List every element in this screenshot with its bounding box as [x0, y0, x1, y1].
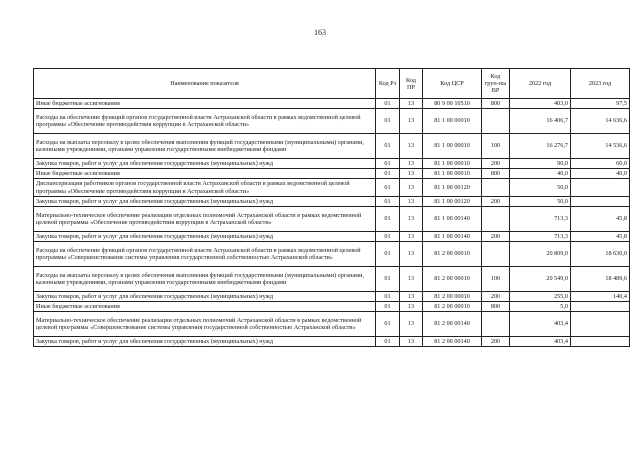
cell-csr: 81 2 00 00140: [423, 312, 482, 337]
cell-2023: 45,8: [571, 207, 630, 232]
cell-vr: [482, 312, 510, 337]
cell-name: Иные бюджетные ассигнования: [34, 169, 376, 179]
cell-name: Расходы на обеспечение функций органов государственной власти Астраханской области в рамках ведомственной целевой программы «Совершенствование системы управления государственной собственностью Астраханской области»: [34, 242, 376, 267]
cell-pr: 13: [400, 337, 423, 347]
header-csr: Код ЦСР: [423, 69, 482, 99]
cell-pr: 13: [400, 134, 423, 159]
cell-csr: 81 1 00 00140: [423, 207, 482, 232]
table-row: [34, 337, 630, 347]
cell-rz: 01: [376, 179, 400, 197]
cell-csr: 81 2 00 00010: [423, 242, 482, 267]
cell-2022: 713,3: [510, 232, 571, 242]
cell-2022: 16 406,7: [510, 109, 571, 134]
cell-vr: 200: [482, 159, 510, 169]
cell-pr: 13: [400, 197, 423, 207]
cell-rz: 01: [376, 109, 400, 134]
cell-name: Материально-техническое обеспечение реализации отдельных полномочий Астраханской области в рамках ведомственной целевой программы «Совершенствование системы управления государственной собственностью Астраханской области»: [34, 312, 376, 337]
cell-name: Закупка товаров, работ и услуг для обеспечения государственных (муниципальных) нужд: [34, 337, 376, 347]
cell-name: Закупка товаров, работ и услуг для обеспечения государственных (муниципальных) нужд: [34, 159, 376, 169]
budget-table: [33, 68, 630, 347]
cell-name: Расходы на выплаты персоналу в целях обеспечения выполнения функций государственными (муниципальными) органами, казенными учреждениями, органами управления государственными внебюджетными фондами: [34, 134, 376, 159]
cell-rz: 01: [376, 302, 400, 312]
cell-rz: 01: [376, 337, 400, 347]
cell-vr: 200: [482, 292, 510, 302]
cell-rz: 01: [376, 169, 400, 179]
cell-2022: 255,0: [510, 292, 571, 302]
cell-pr: 13: [400, 242, 423, 267]
cell-csr: 81 2 00 00010: [423, 302, 482, 312]
header-vr: Код груп-пы ВР: [482, 69, 510, 99]
cell-name: Расходы на обеспечение функций органов государственной власти Астраханской области в рамках ведомственной целевой программы «Обеспечение противодействия коррупции в Астраханской области»: [34, 109, 376, 134]
header-name: Наименование показателя: [34, 69, 376, 99]
table-row: [34, 109, 630, 134]
cell-2023: 18 630,0: [571, 242, 630, 267]
cell-pr: 13: [400, 109, 423, 134]
cell-csr: 81 2 00 00140: [423, 337, 482, 347]
cell-csr: 81 2 00 00010: [423, 267, 482, 292]
table-row: [34, 159, 630, 169]
cell-pr: 13: [400, 179, 423, 197]
cell-rz: 01: [376, 207, 400, 232]
cell-csr: 81 1 00 00010: [423, 169, 482, 179]
cell-vr: [482, 179, 510, 197]
cell-name: Расходы на выплаты персоналу в целях обеспечения выполнения функций государственными (муниципальными) органами, казенными учреждениями, органами управления государственными внебюджетными фондами: [34, 267, 376, 292]
table-header-row: [34, 69, 630, 99]
cell-2022: 16 276,7: [510, 134, 571, 159]
table-row: [34, 197, 630, 207]
cell-2023: 14 536,6: [571, 134, 630, 159]
cell-vr: [482, 109, 510, 134]
cell-vr: 800: [482, 302, 510, 312]
table-row: [34, 99, 630, 109]
cell-rz: 01: [376, 159, 400, 169]
cell-2023: [571, 312, 630, 337]
cell-pr: 13: [400, 207, 423, 232]
cell-pr: 13: [400, 159, 423, 169]
cell-2023: [571, 179, 630, 197]
cell-2023: 18 489,6: [571, 267, 630, 292]
cell-csr: 81 1 00 00010: [423, 134, 482, 159]
cell-vr: 800: [482, 99, 510, 109]
cell-2023: [571, 197, 630, 207]
cell-2023: 40,0: [571, 169, 630, 179]
cell-name: Закупка товаров, работ и услуг для обеспечения государственных (муниципальных) нужд: [34, 232, 376, 242]
cell-vr: [482, 242, 510, 267]
page-number: 163: [314, 28, 326, 37]
cell-2023: 140,4: [571, 292, 630, 302]
table-row: [34, 134, 630, 159]
cell-vr: 200: [482, 337, 510, 347]
cell-2022: 50,0: [510, 197, 571, 207]
header-rz: Код Рз: [376, 69, 400, 99]
cell-2022: 20 549,0: [510, 267, 571, 292]
cell-pr: 13: [400, 99, 423, 109]
cell-2022: 50,0: [510, 179, 571, 197]
cell-rz: 01: [376, 197, 400, 207]
table-row: [34, 292, 630, 302]
cell-pr: 13: [400, 169, 423, 179]
cell-name: Иные бюджетные ассигнования: [34, 302, 376, 312]
table-row: [34, 302, 630, 312]
cell-rz: 01: [376, 134, 400, 159]
cell-vr: [482, 207, 510, 232]
cell-vr: 100: [482, 267, 510, 292]
table-row: [34, 207, 630, 232]
table-row: [34, 179, 630, 197]
cell-vr: 200: [482, 232, 510, 242]
cell-name: Диспансеризация работников органов государственной власти Астраханской области в рамках ведомственной целевой программы «Обеспечение противодействия коррупции в Астраханской области»: [34, 179, 376, 197]
cell-2023: 45,8: [571, 232, 630, 242]
cell-rz: 01: [376, 99, 400, 109]
cell-csr: 81 2 00 00010: [423, 292, 482, 302]
table-row: [34, 232, 630, 242]
cell-name: Материально-техническое обеспечение реализации отдельных полномочий Астраханской области в рамках ведомственной целевой программы «Обеспечение противодействия коррупции в Астраханской области»: [34, 207, 376, 232]
cell-2022: 713,3: [510, 207, 571, 232]
header-2022: 2022 год: [510, 69, 571, 99]
cell-2023: 97,5: [571, 99, 630, 109]
table-body: [34, 99, 630, 347]
cell-2023: 60,0: [571, 159, 630, 169]
cell-name: Закупка товаров, работ и услуг для обеспечения государственных (муниципальных) нужд: [34, 292, 376, 302]
cell-csr: 81 1 00 00120: [423, 179, 482, 197]
cell-rz: 01: [376, 292, 400, 302]
cell-pr: 13: [400, 312, 423, 337]
cell-csr: 80 9 00 10510: [423, 99, 482, 109]
cell-vr: 200: [482, 197, 510, 207]
cell-2022: 90,0: [510, 159, 571, 169]
cell-csr: 81 1 00 00120: [423, 197, 482, 207]
cell-rz: 01: [376, 312, 400, 337]
cell-pr: 13: [400, 292, 423, 302]
cell-rz: 01: [376, 242, 400, 267]
cell-2022: 5,0: [510, 302, 571, 312]
cell-2022: 403,4: [510, 337, 571, 347]
cell-2022: 20 809,0: [510, 242, 571, 267]
cell-name: Закупка товаров, работ и услуг для обеспечения государственных (муниципальных) нужд: [34, 197, 376, 207]
cell-pr: 13: [400, 267, 423, 292]
cell-2023: [571, 337, 630, 347]
cell-2022: 403,4: [510, 312, 571, 337]
table-row: [34, 267, 630, 292]
cell-csr: 81 1 00 00010: [423, 109, 482, 134]
cell-pr: 13: [400, 232, 423, 242]
table-row: [34, 242, 630, 267]
cell-2022: 403,0: [510, 99, 571, 109]
cell-vr: 100: [482, 134, 510, 159]
cell-2022: 40,0: [510, 169, 571, 179]
cell-2023: [571, 302, 630, 312]
cell-csr: 81 1 00 00140: [423, 232, 482, 242]
cell-csr: 81 1 00 00010: [423, 159, 482, 169]
cell-name: Иные бюджетные ассигнования: [34, 99, 376, 109]
cell-pr: 13: [400, 302, 423, 312]
cell-vr: 800: [482, 169, 510, 179]
cell-rz: 01: [376, 267, 400, 292]
cell-2023: 14 636,6: [571, 109, 630, 134]
table-row: [34, 169, 630, 179]
header-2023: 2023 год: [571, 69, 630, 99]
cell-rz: 01: [376, 232, 400, 242]
header-pr: Код ПР: [400, 69, 423, 99]
table-row: [34, 312, 630, 337]
